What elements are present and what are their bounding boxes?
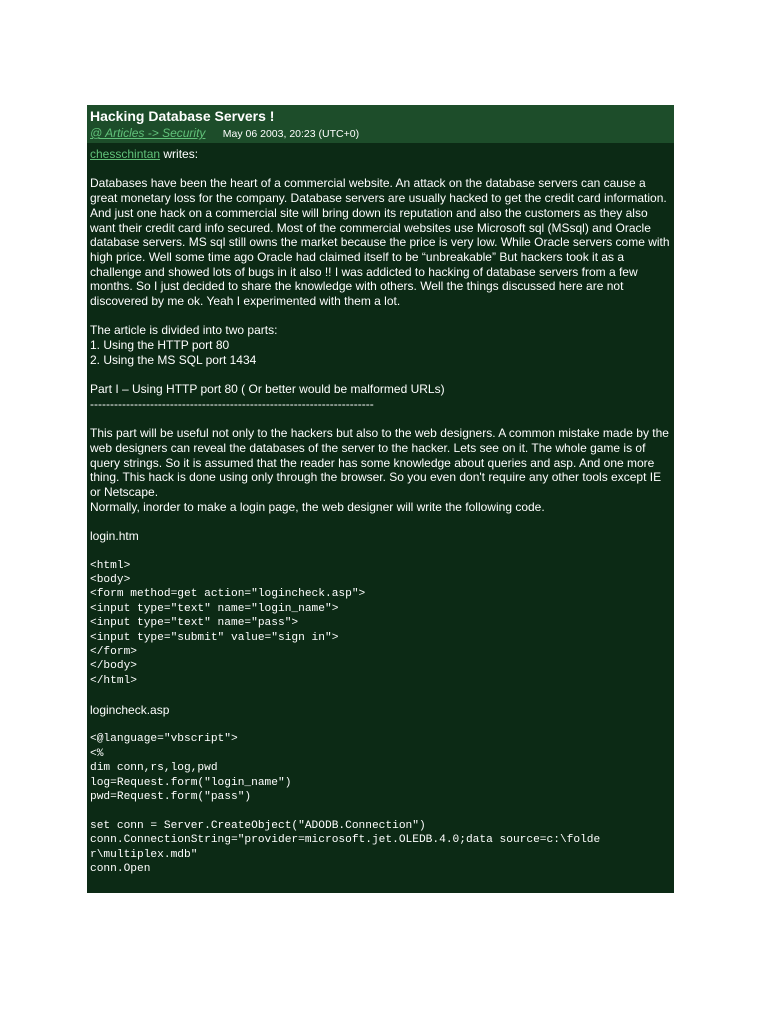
spacer	[90, 162, 671, 177]
article-title: Hacking Database Servers !	[90, 108, 275, 124]
article-date: May 06 2003, 20:23 (UTC+0)	[222, 128, 360, 140]
article-header	[87, 105, 674, 143]
check-code-block: <@language="vbscript"> <% dim conn,rs,log,pwd log=Request.form("login_name") pwd=Request.form("pass") set conn = Server.CreateObject("ADODB.Connection") conn.ConnectionString="provider=microsoft.jet.OLEDB.4.0;data source=c:\folde r\multiplex.mdb" conn.Open	[90, 733, 601, 875]
list-item: 2. Using the MS SQL port 1434	[90, 352, 257, 367]
author-link[interactable]: chesschintan	[90, 147, 161, 161]
intro-paragraph: Databases have been the heart of a commercial website. An attack on the database servers can cause a great monetary loss for the company. Database servers are usually hacked to get the credit card information. And just one hack on a commercial site will bring down its reputation and also the customers as they also want their credit card info secured. Most of the commercial websites use Microsoft sql (MSsql) and Oracle database servers. MS sql still owns the market because the price is very low. While Oracle servers come with high price. Well some time ago Oracle had claimed itself to be “unbreakable” But hackers took it as a challenge and showed lots of bugs in it also !! I was addicted to hacking of database servers from a few months. So I just decided to share the knowledge with others. Well the things discussed here are not discovered by me ok. Yeah I experimented with them a lot.	[90, 176, 670, 309]
part1-paragraph: This part will be useful not only to the hackers but also to the web designers. A common mistake made by the web designers can reveal the databases of the server to the hacker. Lets see on it. The whole game is of query strings. So it is assumed that the reader has some knowledge about queries and asp. And one more thing. This hack is done using only through the browser. So you even don't require any other tools except IE or Netscape.	[90, 426, 669, 500]
part1-paragraph-2: Normally, inorder to make a login page, the web designer will write the following code.	[90, 499, 545, 514]
separator-line: -----------------------------------------------------------------------	[90, 396, 374, 411]
list-item: 1. Using the HTTP port 80	[90, 338, 230, 353]
part1-heading: Part I – Using HTTP port 80 ( Or better would be malformed URLs)	[90, 382, 445, 397]
author-line	[90, 147, 671, 162]
article-panel	[87, 105, 674, 893]
spacer	[90, 688, 671, 703]
login-code-block: <html> <body> <form method=get action="logincheck.asp"> <input type="text" name="login_name"> <input type="text" name="pass"> <input type="submit" value="sign in"> </form> </body> </html>	[90, 559, 366, 687]
spacer	[90, 544, 671, 559]
spacer	[90, 412, 671, 427]
login-filename: login.htm	[90, 529, 139, 544]
article-meta	[90, 126, 671, 142]
check-filename: logincheck.asp	[90, 702, 170, 717]
parts-intro: The article is divided into two parts:	[90, 323, 278, 338]
category-link[interactable]: @ Articles -> Security	[90, 126, 206, 140]
author-suffix: writes:	[160, 147, 199, 161]
spacer	[90, 368, 671, 383]
spacer	[90, 718, 671, 733]
spacer	[90, 309, 671, 324]
article-body	[87, 143, 674, 876]
spacer	[90, 515, 671, 530]
